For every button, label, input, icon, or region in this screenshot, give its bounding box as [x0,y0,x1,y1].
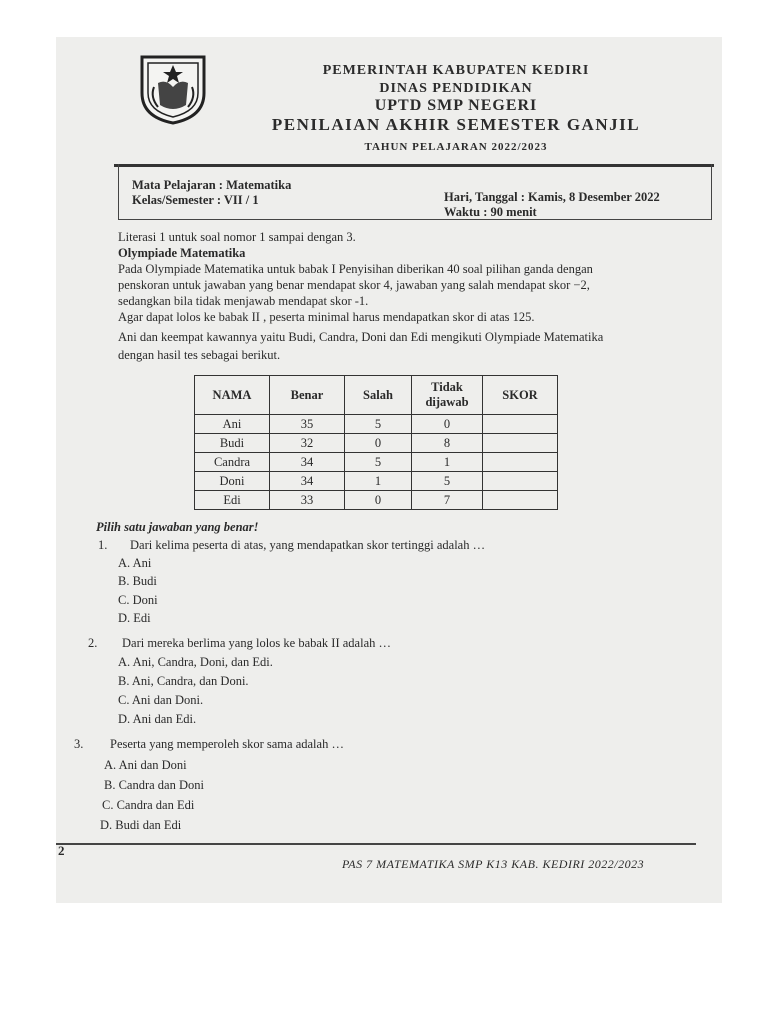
cell-name: Ani [195,415,270,434]
question-text: Dari mereka berlima yang lolos ke babak II adalah … [122,636,391,650]
col-header-wrong: Salah [345,376,412,415]
score-table [194,375,558,510]
cell-unanswered: 0 [412,415,483,434]
table-row [195,472,558,491]
cell-score [483,434,558,453]
cell-score [483,472,558,491]
literacy-note: Literasi 1 untuk soal nomor 1 sampai dengan 3. [118,230,356,244]
answer-option: B. Budi [118,574,157,588]
passage-line: Agar dapat lolos ke babak II , peserta minimal harus mendapatkan skor di atas 125. [118,310,535,324]
cell-score [483,453,558,472]
col-header-score: SKOR [483,376,558,415]
subject-field: Mata Pelajaran : Matematika [132,178,292,192]
passage-line: Pada Olympiade Matematika untuk babak I Penyisihan diberikan 40 soal pilihan ganda dengan [118,262,593,276]
answer-option: D. Ani dan Edi. [118,712,197,726]
answer-option: D. Budi dan Edi [100,818,182,832]
table-row [195,434,558,453]
col-header-unanswered: Tidak dijawab [412,376,483,415]
class-semester-field: Kelas/Semester : VII / 1 [132,193,259,207]
answer-option: D. Edi [118,611,151,625]
day-date-field: Hari, Tanggal : Kamis, 8 Desember 2022 [444,190,660,204]
exam-paper [56,37,722,903]
duration-field: Waktu : 90 menit [444,205,537,219]
answer-option: B. Ani, Candra, dan Doni. [118,674,249,688]
cell-name: Budi [195,434,270,453]
cell-unanswered: 1 [412,453,483,472]
cell-correct: 34 [270,453,345,472]
cell-unanswered: 8 [412,434,483,453]
cell-name: Edi [195,491,270,510]
cell-unanswered: 7 [412,491,483,510]
cell-correct: 35 [270,415,345,434]
answer-option: A. Ani, Candra, Doni, dan Edi. [118,655,273,669]
passage-line: sedangkan bila tidak menjawab mendapat skor -1. [118,294,369,308]
question-text: Peserta yang memperoleh skor sama adalah … [110,737,344,751]
header-agency: DINAS PENDIDIKAN [379,81,533,96]
cell-wrong: 5 [345,453,412,472]
answer-option: C. Doni [118,593,158,607]
cell-score [483,491,558,510]
header-government: PEMERINTAH KABUPATEN KEDIRI [322,63,590,78]
footer-divider [56,843,696,845]
cell-wrong: 0 [345,434,412,453]
header-school: UPTD SMP NEGERI [374,97,538,114]
answer-option: C. Candra dan Edi [102,798,195,812]
cell-wrong: 0 [345,491,412,510]
page-number: 2 [58,843,65,858]
answer-option: C. Ani dan Doni. [118,693,204,707]
question-number: 3. [74,737,84,751]
cell-name: Doni [195,472,270,491]
question-number: 2. [88,636,98,650]
answer-option: A. Ani [118,556,152,570]
answer-option: B. Candra dan Doni [104,778,204,792]
passage-line: Ani dan keempat kawannya yaitu Budi, Candra, Doni dan Edi mengikuti Olympiade Matematika [118,330,604,344]
page-footer: PAS 7 MATEMATIKA SMP K13 KAB. KEDIRI 2022/2023 [342,857,645,871]
col-header-name: NAMA [195,376,270,415]
cell-score [483,415,558,434]
cell-correct: 34 [270,472,345,491]
question-text: Dari kelima peserta di atas, yang mendapatkan skor tertinggi adalah … [130,538,486,552]
cell-correct: 32 [270,434,345,453]
cell-wrong: 5 [345,415,412,434]
cell-wrong: 1 [345,472,412,491]
passage-line: penskoran untuk jawaban yang benar mendapat skor 4, jawaban yang salah mendapat skor −2, [118,278,590,292]
cell-correct: 33 [270,491,345,510]
table-row [195,491,558,510]
answer-option: A. Ani dan Doni [104,758,187,772]
cell-name: Candra [195,453,270,472]
question-number: 1. [98,538,108,552]
kediri-regency-emblem [136,53,210,125]
table-row [195,415,558,434]
cell-unanswered: 5 [412,472,483,491]
header-exam-title: PENILAIAN AKHIR SEMESTER GANJIL [271,115,641,134]
col-header-correct: Benar [270,376,345,415]
header-academic-year: TAHUN PELAJARAN 2022/2023 [364,141,548,153]
passage-line: dengan hasil tes sebagai berikut. [118,348,281,362]
table-row [195,453,558,472]
passage-title: Olympiade Matematika [118,246,246,260]
answer-instruction: Pilih satu jawaban yang benar! [96,520,259,534]
table-header-row [195,376,558,415]
